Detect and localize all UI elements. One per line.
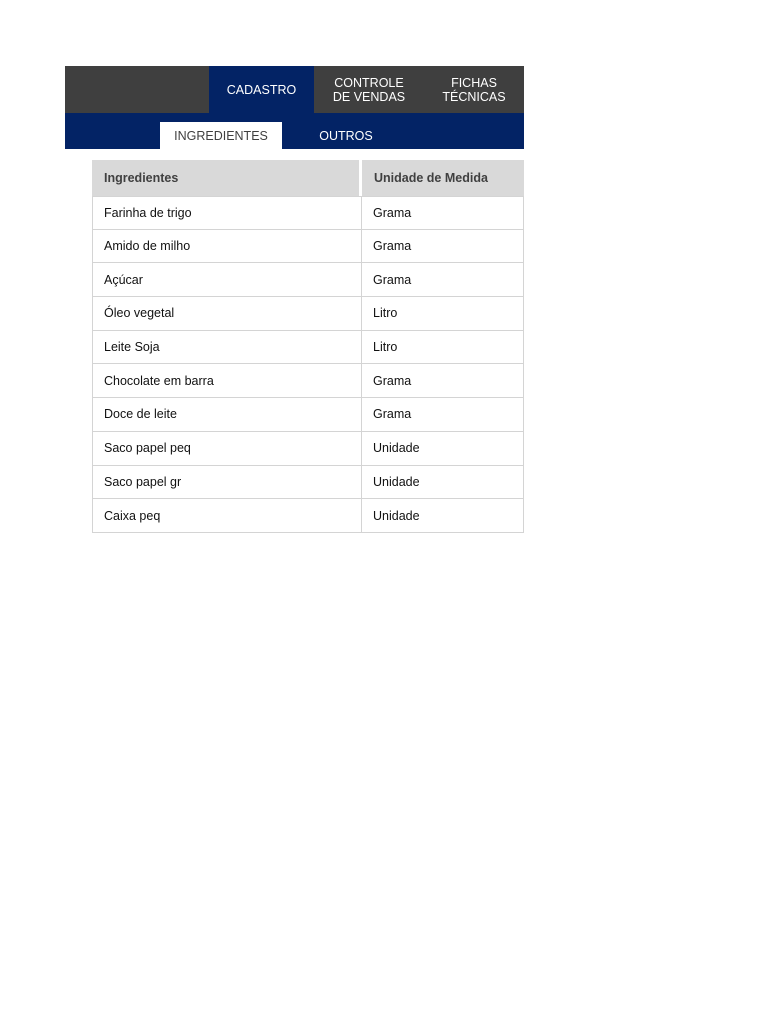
nav-spacer (65, 66, 209, 113)
ingredients-table (92, 160, 524, 533)
table-row[interactable] (92, 263, 524, 297)
table-row[interactable] (92, 398, 524, 432)
cell-ingrediente[interactable]: Açúcar (93, 263, 362, 296)
table-body (92, 196, 524, 533)
table-row[interactable] (92, 230, 524, 264)
cell-unidade[interactable]: Grama (373, 407, 412, 422)
table-row[interactable] (92, 331, 524, 365)
table-row[interactable] (92, 499, 524, 533)
cell-ingrediente[interactable]: Amido de milho (93, 230, 362, 263)
cell-ingrediente[interactable]: Leite Soja (93, 331, 362, 364)
cell-ingrediente[interactable]: Doce de leite (93, 398, 362, 431)
tab-fichas-tecnicas[interactable] (424, 66, 524, 113)
column-header-ingredientes[interactable]: Ingredientes (92, 160, 359, 196)
sub-nav-bar (65, 113, 524, 149)
cell-unidade[interactable]: Grama (373, 205, 412, 220)
table-row[interactable] (92, 196, 524, 230)
tab-fichas-label: FICHAS TÉCNICAS (442, 75, 506, 104)
cell-unidade[interactable]: Unidade (373, 441, 420, 456)
table-row[interactable] (92, 432, 524, 466)
cell-ingrediente[interactable]: Saco papel peq (93, 432, 362, 465)
subtab-ingredientes[interactable] (160, 122, 282, 149)
tab-cadastro-label: CADASTRO (226, 82, 297, 97)
cell-ingrediente[interactable]: Farinha de trigo (93, 197, 362, 229)
column-header-unidade[interactable]: Unidade de Medida (362, 160, 524, 196)
cell-ingrediente[interactable]: Óleo vegetal (93, 297, 362, 330)
table-row[interactable] (92, 364, 524, 398)
subtab-outros-label: OUTROS (319, 128, 373, 143)
cell-unidade[interactable]: Litro (373, 340, 398, 355)
subtab-ingredientes-label: INGREDIENTES (174, 128, 268, 143)
cell-unidade[interactable]: Unidade (373, 508, 420, 523)
cell-ingrediente[interactable]: Chocolate em barra (93, 364, 362, 397)
cell-ingrediente[interactable]: Caixa peq (93, 499, 362, 532)
cell-unidade[interactable]: Grama (373, 373, 412, 388)
cell-unidade[interactable]: Grama (373, 272, 412, 287)
tab-cadastro[interactable] (209, 66, 314, 113)
table-row[interactable] (92, 297, 524, 331)
subtab-outros[interactable] (295, 122, 397, 149)
tab-controle-de-vendas[interactable] (314, 66, 424, 113)
cell-ingrediente[interactable]: Saco papel gr (93, 466, 362, 499)
main-nav-bar (65, 66, 524, 113)
cell-unidade[interactable]: Unidade (373, 474, 420, 489)
tab-controle-label: CONTROLE DE VENDAS (332, 75, 406, 104)
cell-unidade[interactable]: Litro (373, 306, 398, 321)
table-header-row (92, 160, 524, 196)
cell-unidade[interactable]: Grama (373, 239, 412, 254)
table-row[interactable] (92, 466, 524, 500)
